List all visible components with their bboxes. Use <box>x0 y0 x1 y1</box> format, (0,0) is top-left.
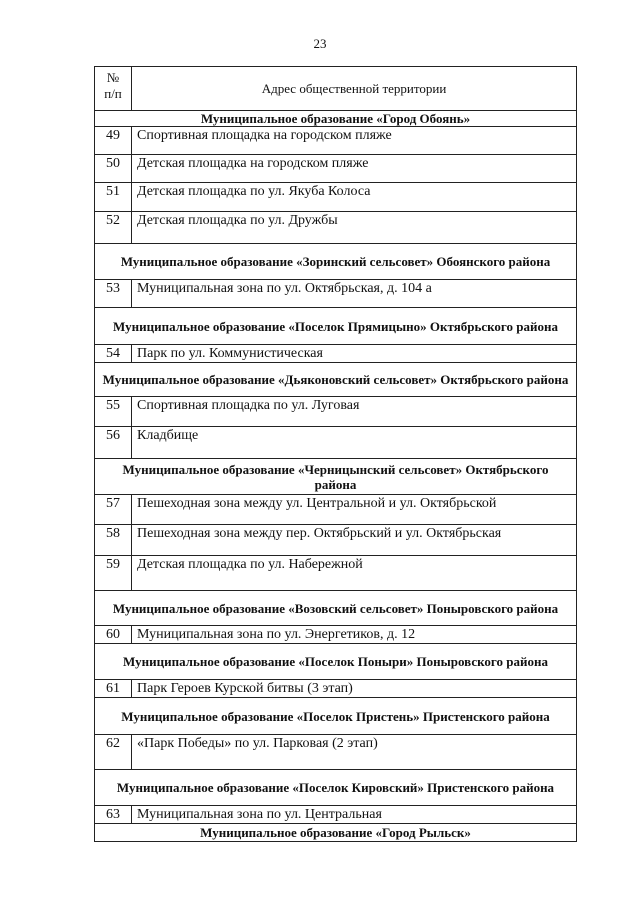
territory-address: Муниципальная зона по ул. Энергетиков, д. 12 <box>132 626 577 644</box>
territory-row <box>95 280 577 308</box>
row-number: 50 <box>95 155 132 183</box>
row-number: 61 <box>95 680 132 698</box>
municipality-group-row <box>95 363 577 397</box>
row-number: 62 <box>95 735 132 770</box>
header-number-symbol: № <box>106 70 120 85</box>
municipality-group-row <box>95 244 577 280</box>
territory-address: Детская площадка по ул. Набережной <box>132 556 577 591</box>
territory-row <box>95 212 577 244</box>
territory-row <box>95 345 577 363</box>
row-number: 51 <box>95 183 132 212</box>
territory-table <box>94 66 577 842</box>
territory-address: Детская площадка на городском пляже <box>132 155 577 183</box>
territory-address: Парк по ул. Коммунистическая <box>132 345 577 363</box>
municipality-group-row <box>95 698 577 735</box>
municipality-group-row <box>95 644 577 680</box>
territory-address: «Парк Победы» по ул. Парковая (2 этап) <box>132 735 577 770</box>
territory-address: Кладбище <box>132 427 577 459</box>
municipality-group-row <box>95 459 577 495</box>
territory-row <box>95 806 577 824</box>
territory-row <box>95 183 577 212</box>
territory-address: Пешеходная зона между ул. Центральной и ул. Октябрьской <box>132 495 577 525</box>
territory-address: Спортивная площадка по ул. Луговая <box>132 397 577 427</box>
municipality-name: Муниципальное образование «Поселок Пристень» Пристенского района <box>95 698 577 735</box>
row-number: 49 <box>95 127 132 155</box>
row-number: 53 <box>95 280 132 308</box>
header-address-column: Адрес общественной территории <box>132 67 577 111</box>
row-number: 59 <box>95 556 132 591</box>
territory-row <box>95 127 577 155</box>
territory-address: Детская площадка по ул. Якуба Колоса <box>132 183 577 212</box>
municipality-name: Муниципальное образование «Дьяконовский сельсовет» Октябрьского района <box>95 363 577 397</box>
municipality-name: Муниципальное образование «Возовский сельсовет» Поныровского района <box>95 591 577 626</box>
table-header-row <box>95 67 577 111</box>
municipality-name: Муниципальное образование «Черницынский сельсовет» Октябрьского района <box>95 459 577 495</box>
row-number: 60 <box>95 626 132 644</box>
territory-address: Парк Героев Курской битвы (3 этап) <box>132 680 577 698</box>
row-number: 55 <box>95 397 132 427</box>
municipality-group-row <box>95 308 577 345</box>
municipality-group-row <box>95 824 577 842</box>
municipality-name: Муниципальное образование «Город Обоянь» <box>95 111 577 127</box>
municipality-name: Муниципальное образование «Поселок Прямицыно» Октябрьского района <box>95 308 577 345</box>
row-number: 57 <box>95 495 132 525</box>
municipality-group-row <box>95 591 577 626</box>
territory-row <box>95 397 577 427</box>
territory-row <box>95 680 577 698</box>
territory-address: Пешеходная зона между пер. Октябрьский и ул. Октябрьская <box>132 525 577 556</box>
header-number-column <box>95 67 132 111</box>
territory-row <box>95 495 577 525</box>
municipality-group-row <box>95 770 577 806</box>
municipality-group-row <box>95 111 577 127</box>
territory-address: Муниципальная зона по ул. Центральная <box>132 806 577 824</box>
territory-row <box>95 525 577 556</box>
row-number: 52 <box>95 212 132 244</box>
territory-row <box>95 556 577 591</box>
municipality-name: Муниципальное образование «Город Рыльск» <box>95 824 577 842</box>
territory-row <box>95 155 577 183</box>
territory-row <box>95 427 577 459</box>
territory-row <box>95 626 577 644</box>
municipality-name: Муниципальное образование «Поселок Поныри» Поныровского района <box>95 644 577 680</box>
row-number: 54 <box>95 345 132 363</box>
row-number: 63 <box>95 806 132 824</box>
page-number: 23 <box>313 36 327 51</box>
territory-address: Спортивная площадка на городском пляже <box>132 127 577 155</box>
territory-address: Детская площадка по ул. Дружбы <box>132 212 577 244</box>
row-number: 58 <box>95 525 132 556</box>
territory-address: Муниципальная зона по ул. Октябрьская, д. 104 а <box>132 280 577 308</box>
municipality-name: Муниципальное образование «Зоринский сельсовет» Обоянского района <box>95 244 577 280</box>
territory-row <box>95 735 577 770</box>
header-number-abbrev: п/п <box>104 86 122 101</box>
row-number: 56 <box>95 427 132 459</box>
municipality-name: Муниципальное образование «Поселок Кировский» Пристенского района <box>95 770 577 806</box>
